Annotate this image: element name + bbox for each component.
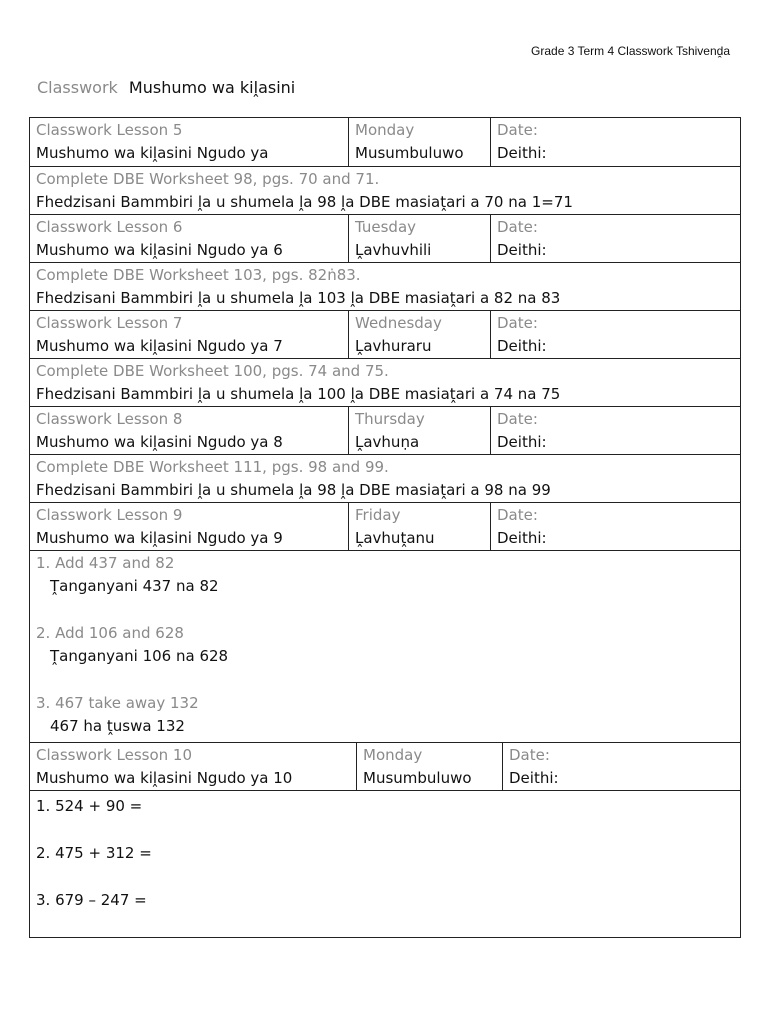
lesson-cell	[30, 311, 348, 358]
date-label-tshivenda: Deithi:	[497, 529, 547, 547]
day-cell	[348, 503, 490, 550]
date-label-english: Date:	[497, 506, 538, 524]
date-cell	[490, 215, 740, 262]
day-cell	[348, 311, 490, 358]
day-cell	[348, 118, 490, 166]
task-row	[30, 262, 740, 310]
classwork-table	[29, 117, 741, 938]
math-item-tshivenda: 467 ha ṱuswa 132	[50, 717, 185, 735]
day-english: Thursday	[355, 410, 425, 428]
day-tshivenda: Ḽavhuraru	[355, 337, 432, 355]
lesson-title-english: Classwork Lesson 5	[36, 121, 183, 139]
lesson-header-row	[30, 310, 740, 358]
math-task-row	[30, 790, 740, 937]
math-item-english: 2. Add 106 and 628	[36, 624, 184, 642]
math-item	[36, 622, 734, 668]
date-label-tshivenda: Deithi:	[497, 337, 547, 355]
task-english: Complete DBE Worksheet 111, pgs. 98 and 99.	[36, 458, 389, 476]
math-item-english: 1. Add 437 and 82	[36, 554, 175, 572]
day-tshivenda: Ḽavhuṱanu	[355, 529, 435, 547]
math-task-row	[30, 550, 740, 742]
date-cell	[490, 503, 740, 550]
date-label-tshivenda: Deithi:	[497, 144, 547, 162]
task-cell	[30, 455, 740, 502]
page-title-tshivenda: Mushumo wa kiḽasini	[128, 78, 296, 97]
equation-cell	[30, 791, 740, 937]
lesson-cell	[30, 407, 348, 454]
task-tshivenda: Fhedzisani Bammbiri ḽa u shumela ḽa 98 ḽa DBE masiaṱari a 70 na 1=71	[36, 193, 573, 211]
lesson-title-tshivenda: Mushumo wa kiḽasini Ngudo ya 6	[36, 241, 283, 259]
date-label-english: Date:	[509, 746, 550, 764]
day-tshivenda: Ḽavhuṇa	[355, 433, 420, 451]
task-tshivenda: Fhedzisani Bammbiri ḽa u shumela ḽa 98 ḽa DBE masiaṱari a 98 na 99	[36, 481, 551, 499]
date-cell	[490, 118, 740, 166]
task-english: Complete DBE Worksheet 98, pgs. 70 and 71.	[36, 170, 380, 188]
task-row	[30, 454, 740, 502]
math-item-tshivenda: Ṱanganyani 106 na 628	[50, 647, 229, 665]
day-cell	[348, 407, 490, 454]
lesson-title-english: Classwork Lesson 8	[36, 410, 183, 428]
task-cell	[30, 167, 740, 214]
task-tshivenda: Fhedzisani Bammbiri ḽa u shumela ḽa 103 ḽa DBE masiaṱari a 82 na 83	[36, 289, 561, 307]
task-cell	[30, 359, 740, 406]
date-label-english: Date:	[497, 410, 538, 428]
task-english: Complete DBE Worksheet 100, pgs. 74 and 75.	[36, 362, 389, 380]
lesson-header-row	[30, 406, 740, 454]
task-english: Complete DBE Worksheet 103, pgs. 82ṅ83.	[36, 266, 361, 284]
page-title-english: Classwork	[37, 78, 118, 97]
math-item-tshivenda: Ṱanganyani 437 na 82	[50, 577, 219, 595]
date-cell	[490, 311, 740, 358]
lesson-header-row	[30, 502, 740, 550]
date-label-english: Date:	[497, 218, 538, 236]
task-row	[30, 358, 740, 406]
equation: 1. 524 + 90 =	[36, 797, 143, 815]
day-cell	[356, 743, 502, 790]
date-label-tshivenda: Deithi:	[497, 433, 547, 451]
day-english: Friday	[355, 506, 401, 524]
lesson-title-tshivenda: Mushumo wa kiḽasini Ngudo ya	[36, 144, 269, 162]
lesson-title-tshivenda: Mushumo wa kiḽasini Ngudo ya 7	[36, 337, 283, 355]
task-row	[30, 166, 740, 214]
day-english: Monday	[363, 746, 423, 764]
date-label-english: Date:	[497, 121, 538, 139]
math-item-english: 3. 467 take away 132	[36, 694, 199, 712]
date-label-tshivenda: Deithi:	[497, 241, 547, 259]
math-item	[36, 692, 734, 738]
date-cell	[490, 407, 740, 454]
lesson-title-tshivenda: Mushumo wa kiḽasini Ngudo ya 10	[36, 769, 293, 787]
equation: 2. 475 + 312 =	[36, 844, 152, 862]
day-tshivenda: Musumbuluwo	[363, 769, 472, 787]
equation: 3. 679 – 247 =	[36, 891, 147, 909]
date-label-english: Date:	[497, 314, 538, 332]
day-english: Wednesday	[355, 314, 442, 332]
lesson-title-english: Classwork Lesson 7	[36, 314, 183, 332]
lesson-header-row	[30, 214, 740, 262]
lesson-title-tshivenda: Mushumo wa kiḽasini Ngudo ya 8	[36, 433, 283, 451]
day-cell	[348, 215, 490, 262]
lesson-cell	[30, 743, 356, 790]
lesson-header-row	[30, 118, 740, 166]
date-label-tshivenda: Deithi:	[509, 769, 559, 787]
task-cell	[30, 263, 740, 310]
lesson-title-english: Classwork Lesson 6	[36, 218, 183, 236]
day-tshivenda: Musumbuluwo	[355, 144, 464, 162]
date-cell	[502, 743, 740, 790]
lesson-cell	[30, 215, 348, 262]
lesson-title-english: Classwork Lesson 10	[36, 746, 193, 764]
lesson-title-english: Classwork Lesson 9	[36, 506, 183, 524]
lesson-cell	[30, 118, 348, 166]
page-title	[37, 78, 295, 97]
math-task-cell	[30, 551, 740, 742]
math-item	[36, 552, 734, 598]
document-header-title: Grade 3 Term 4 Classwork Tshivenḓa	[531, 44, 730, 58]
day-english: Tuesday	[355, 218, 417, 236]
lesson-header-row	[30, 742, 740, 790]
day-english: Monday	[355, 121, 415, 139]
day-tshivenda: Ḽavhuvhili	[355, 241, 432, 259]
lesson-cell	[30, 503, 348, 550]
task-tshivenda: Fhedzisani Bammbiri ḽa u shumela ḽa 100 ḽa DBE masiaṱari a 74 na 75	[36, 385, 561, 403]
lesson-title-tshivenda: Mushumo wa kiḽasini Ngudo ya 9	[36, 529, 283, 547]
